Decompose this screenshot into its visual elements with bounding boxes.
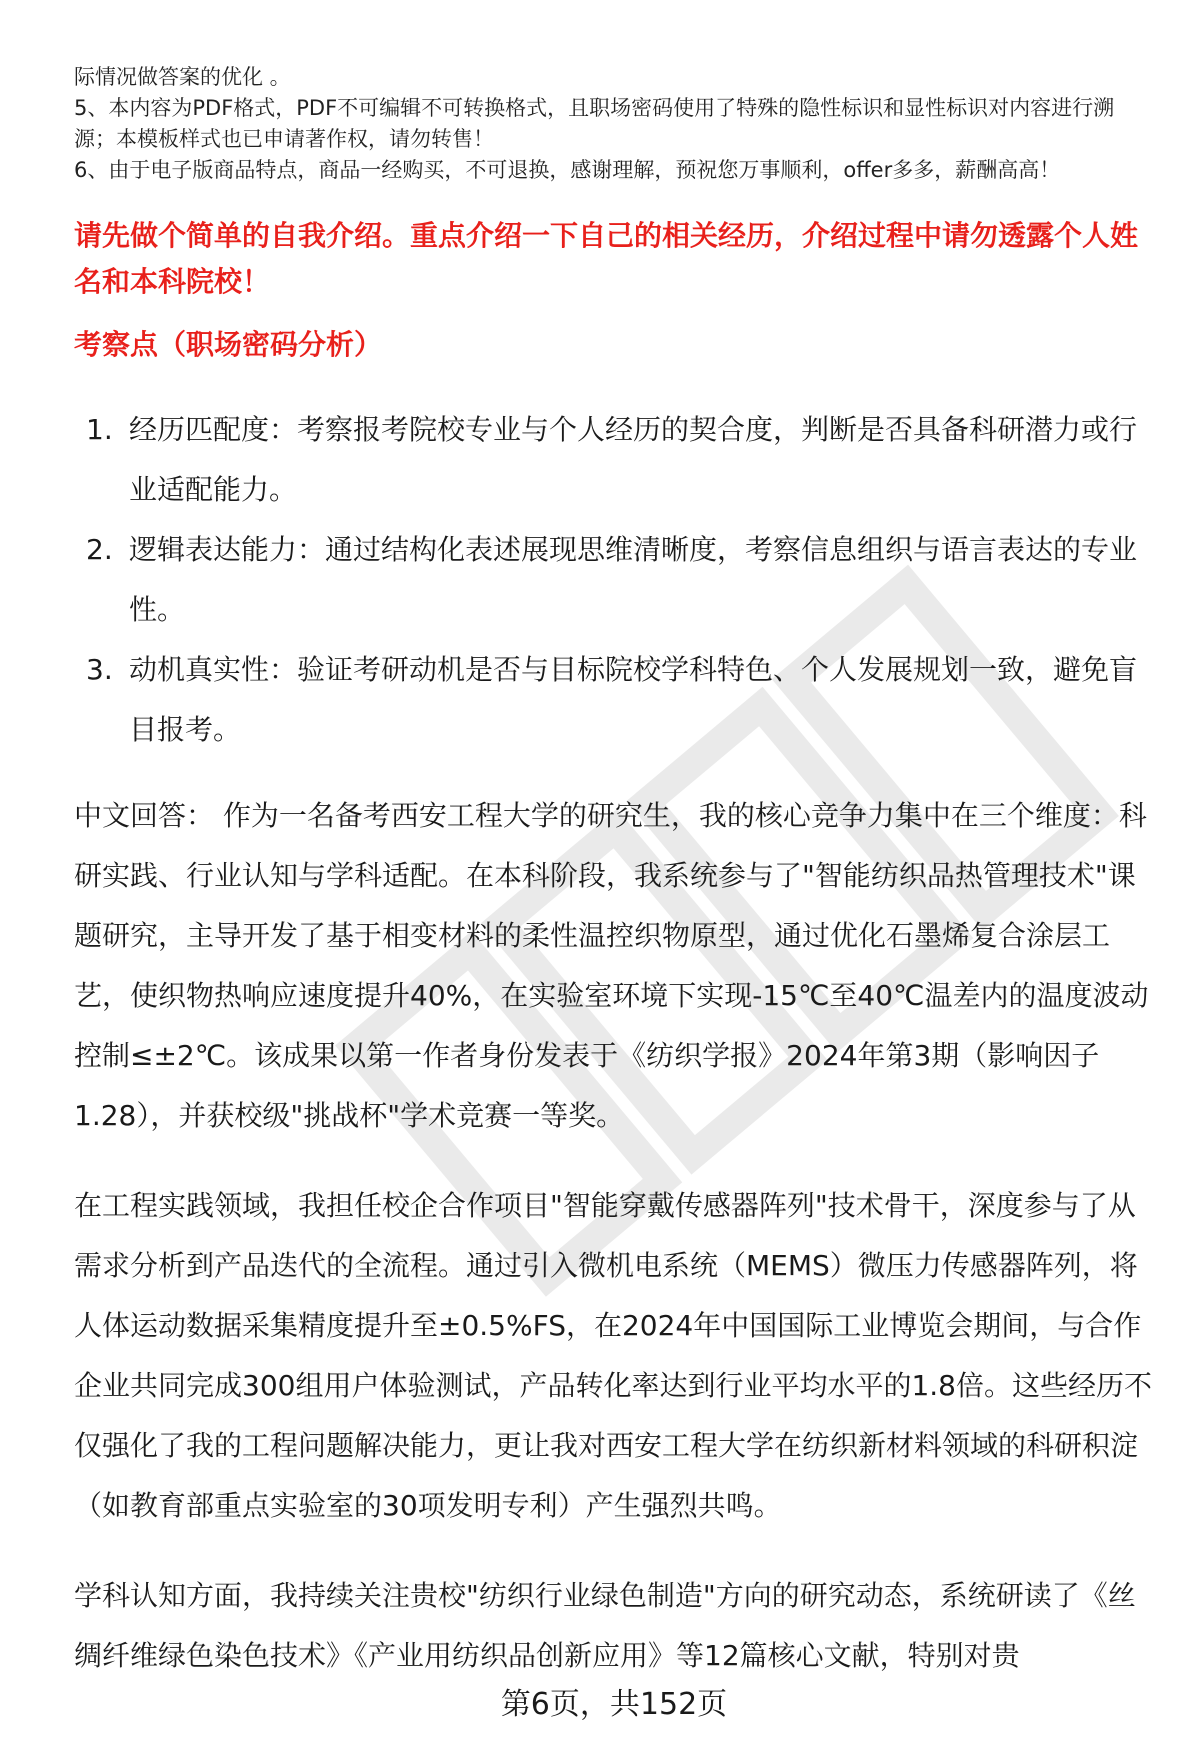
answer-paragraph: 中文回答： 作为一名备考西安工程大学的研究生，我的核心竞争力集中在三个维度：科研实践、行业认知与学科适配。在本科阶段，我系统参与了"智能纺织品热管理技术"课题研究，主导开发了基于相变材料的柔性温控织物原型，通过优化石墨烯复合涂层工艺，使织物热响应速度提升40%，在实验室环境下实现-15℃至40℃温差内的温度波动控制≤±2℃。该成果以第一作者身份发表于《纺织学报》2024年第3期（影响因子1.28），并获校级"挑战杯"学术竞赛一等奖。 (74, 799, 1149, 1132)
point-text: 经历匹配度：考察报考院校专业与个人经历的契合度，判断是否具备科研潜力或行业适配能力。 (129, 413, 1138, 506)
note-line: 5、本内容为PDF格式，PDF不可编辑不可转换格式，且职场密码使用了特殊的隐性标识和显性标识对内容进行溯源；本模板样式也已申请著作权，请勿转售！ (74, 96, 1115, 151)
note-line: 6、由于电子版商品特点，商品一经购买，不可退换，感谢理解，预祝您万事顺利，offer多多，薪酬高高！ (74, 158, 1061, 182)
analysis-point (74, 400, 1154, 520)
point-number: 1. (86, 413, 113, 446)
answer-paragraph: 学科认知方面，我持续关注贵校"纺织行业绿色制造"方向的研究动态，系统研读了《丝绸纤维绿色染色技术》《产业用纺织品创新应用》等12篇核心文献，特别对贵 (74, 1579, 1136, 1672)
document-page (74, 0, 1154, 1755)
analysis-point (74, 520, 1154, 640)
notes-block (74, 62, 1154, 186)
interview-question: 请先做个简单的自我介绍。重点介绍一下自己的相关经历，介绍过程中请勿透露个人姓名和本科院校！ (74, 219, 1139, 298)
analysis-points (74, 400, 1154, 760)
page-footer: 第6页，共152页 (74, 1685, 1154, 1725)
point-text: 动机真实性：验证考研动机是否与目标院校学科特色、个人发展规划一致，避免盲目报考。 (129, 653, 1138, 746)
analysis-point (74, 640, 1154, 760)
analysis-heading: 考察点（职场密码分析） (74, 328, 383, 361)
answer-paragraph: 在工程实践领域，我担任校企合作项目"智能穿戴传感器阵列"技术骨干，深度参与了从需求分析到产品迭代的全流程。通过引入微机电系统（MEMS）微压力传感器阵列，将人体运动数据采集精度提升至±0.5%FS，在2024年中国国际工业博览会期间，与合作企业共同完成300组用户体验测试，产品转化率达到行业平均水平的1.8倍。这些经历不仅强化了我的工程问题解决能力，更让我对西安工程大学在纺织新材料领域的科研积淀（如教育部重点实验室的30项发明专利）产生强烈共鸣。 (74, 1189, 1152, 1522)
point-number: 3. (86, 653, 113, 686)
note-line: 际情况做答案的优化 。 (74, 65, 291, 89)
point-number: 2. (86, 533, 113, 566)
point-text: 逻辑表达能力：通过结构化表述展现思维清晰度，考察信息组织与语言表达的专业性。 (129, 533, 1138, 626)
